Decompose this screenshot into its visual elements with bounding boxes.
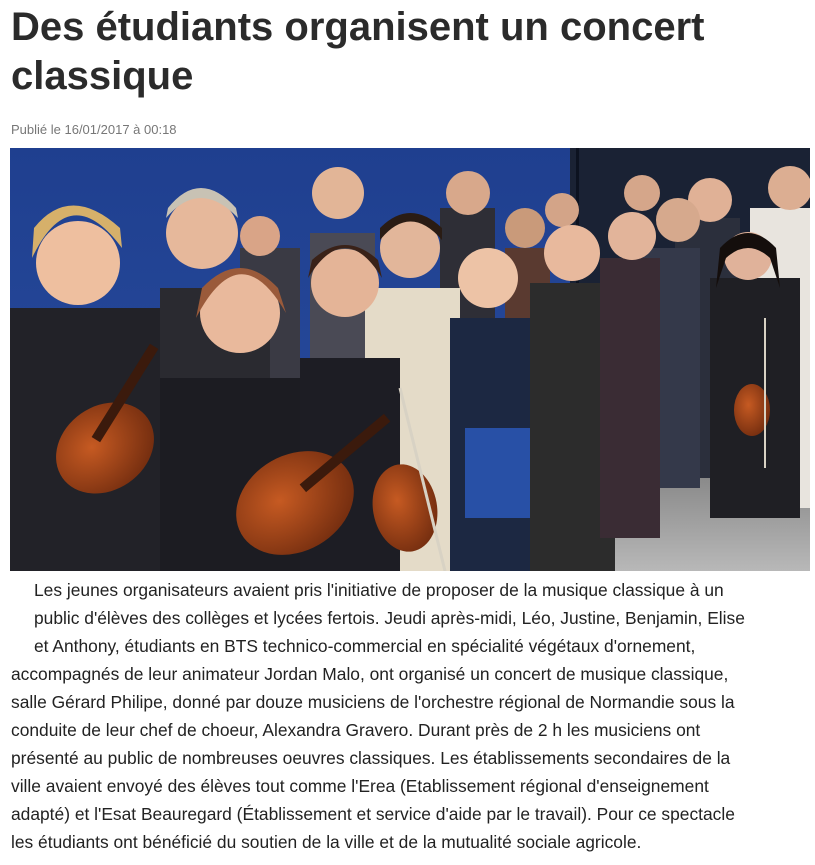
article-body [11, 576, 806, 856]
article-line: adapté) et l'Esat Beauregard (Établissement et service d'aide par le travail). Pour ce spectacle [11, 804, 735, 824]
article-line: public d'élèves des collèges et lycées fertois. Jeudi après-midi, Léo, Justine, Benjamin, Elise [34, 608, 745, 628]
article-line: ville avaient envoyé des élèves tout comme l'Erea (Etablissement régional d'enseignement [11, 776, 709, 796]
article-photo [10, 148, 810, 571]
publish-date: Publié le 16/01/2017 à 00:18 [11, 122, 177, 137]
article-title: Des étudiants organisent un concert classique [11, 5, 705, 98]
article-line: et Anthony, étudiants en BTS technico-commercial en spécialité végétaux d'ornement, [34, 636, 696, 656]
article-line: les étudiants ont bénéficié du soutien de la ville et de la mutualité sociale agricole. [11, 832, 642, 852]
article-line: Les jeunes organisateurs avaient pris l'initiative de proposer de la musique classique à un [34, 580, 724, 600]
article-line: présenté au public de nombreuses oeuvres classiques. Les établissements secondaires de la [11, 748, 731, 768]
article-line: salle Gérard Philipe, donné par douze musiciens de l'orchestre régional de Normandie sous la [11, 692, 735, 712]
article-line: conduite de leur chef de choeur, Alexandra Gravero. Durant près de 2 h les musiciens ont [11, 720, 701, 740]
article-line: accompagnés de leur animateur Jordan Malo, ont organisé un concert de musique classique, [11, 664, 729, 684]
